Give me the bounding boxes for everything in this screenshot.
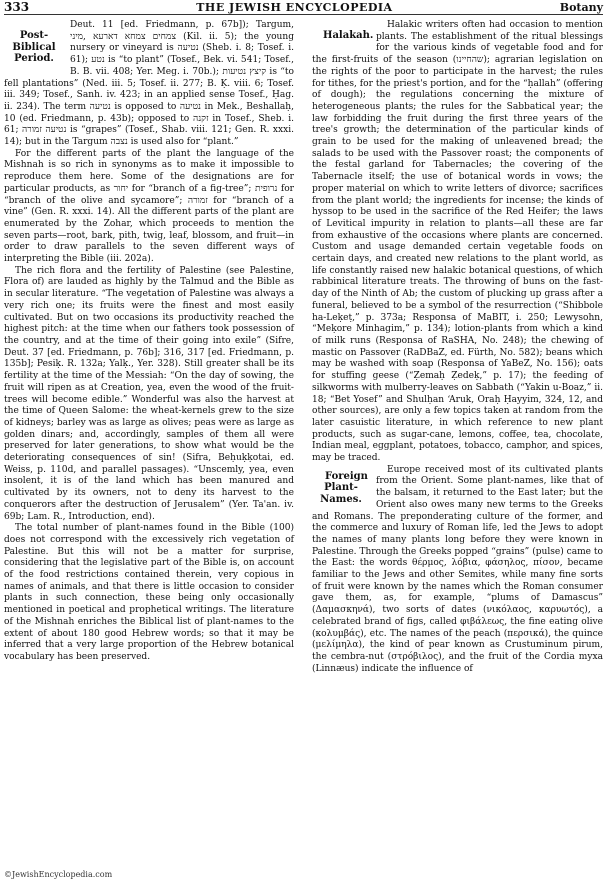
running-title: THE JEWISH ENCYCLOPEDIA bbox=[196, 0, 393, 14]
paragraph: The total number of plant-names found in the Bible (100) does not correspond with the excessively rich vegetation of Palestine. But this will not be a matter for surprise, considering that the legislative part of the Bible is, on account of the food restrictions contained therein, very copious in names of animals, and that there is little occasion to consider plants in such connection, these being only occasionally mentioned in poetical and prophetical writings. The literature of the Mishnah enriches the Biblical list of plant-names to the extent of about 180 good Hebrew words; so that it may be inferred that a very large proportion of the Hebrew botanical vocabulary has been preserved. bbox=[4, 523, 294, 662]
paragraph bbox=[312, 20, 603, 465]
paragraph-text: Deut. 11 [ed. Friedmann, p. 67b]); Targum, צמחים צמחא דארעא ,מיני (Kil. ii. 5); the young nursery or vineyard is נטיעה (Sheb. i. 8; Tosef. i. 61); נטע is “to plant” (Tosef., Bek. vi. 541; Tosef., B. B. vii. 408; Yer. Meg. i. 70b.); קיצץ נטיעות is “to fell plantations” (Ned. iii. 5; Tosef. ii. 277; B. Ḳ. viii. 6; Tosef. iii. 349; Tosef., Sanh. iv. 423; in an applied sense Tosef., Ḥag. ii. 234). The term נטיעה is opposed to נטיעה in Mek., Beshallaḥ, 10 (ed. Friedmann, p. 43b); opposed to זקנה in Tosef., Sheb. i. 61; נטיעה זמורה is “grapes” (Tosef., Shab. viii. 121; Gen. R. xxxi. 14); but in the Targum נצבה is used also for “plant.” bbox=[4, 20, 295, 148]
paragraph bbox=[4, 20, 294, 149]
paragraph: For the different parts of the plant the language of the Mishnah is so rich in synonyms as to make it impossible to reproduce them here. Some of the designations are for particular products, as יחור for “branch of a fig-tree”; נרופית for “branch of the olive and sycamore”; זמורה for “branch of a vine” (Gen. R. xxxi. 14). All the different parts of the plant are enumerated by the Zohar, which proceeds to mention the seven parts—root, bark, pith, twig, leaf, blossom, and fruit—in order to draw parallels to the seven different ways of interpreting the Bible (iii. 202a). bbox=[4, 148, 294, 265]
right-column bbox=[312, 20, 603, 675]
page-number: 333 bbox=[4, 0, 30, 14]
page-header bbox=[4, 0, 603, 15]
paragraph-text: Halakic writers often had occasion to mention plants. The establishment of the ritual blessings for the various kinds of vegetable food and for the first-fruits of the season (שהחיינו); agrarian legislation on the rights of the poor to participate in the harvest; the rules for tithes, for the priest's portion, and for the “ḥallah” (offering of dough); the regulations concerning the mixture of heterogeneous plants; the rules for the Sabbatical year; the law forbidding the fruit during the first three years of the tree's growth; the determination of the particular kinds of grain to be used for the making of unleavened bread; the salads to be used with the Passover roast; the components of the festal garland for Tabernacles; the covering of the Tabernacle itself; the use of botanical words in vows; the proper material on which to write letters of divorce; sacrifices from the plant world; the ingredients for incense; the kinds of hyssop to be used in the sacrifice of the Red Heifer; the laws of Levitical impurity in relation to plants—all these are far from exhaustive of the occasions where plants are concerned. Custom and usage demanded certain vegetable foods on certain days, and created new relations to the plant world, as life constantly raised new halakic botanical questions, of which rabbinical literature treats. The throwing of buns on the fast-day of the Ninth of Ab; the custom of plucking up grass after a funeral, believed to be a symbol of the resurrection (“Shibbole ha-Leḳeṭ,” p. 373a; Responsa of MaBIT, i. 250; Lewysohn, “Meḳore Minhagim,” p. 134); lotion-plants from which a kind of milk runs (Responsa of RaSHA, No. 248); the chewing of mastic on Passover (RaDBaZ, ed. Fürth, No. 582); beans which may be washed with soap (Responsa of YaBeZ, No. 156); oats for stuffing geese (“Ẓemaḥ Ẓedeḳ,” p. 17); the feeding of silkworms with mulberry-leaves on Sabbath (“Yakin u-Boaz,” ii. 18; “Bet Yosef” and Shulḥan ‘Aruk, Oraḥ Ḥayyim, 324, 12, and other sources), are only a few topics taken at random from the later casuistic literature, in which reference to new plant products, such as sugar-cane, lemons, coffee, tea, chocolate, Indian meal, eggplant, potatoes, tobacco, camphor, and spices, may be traced. bbox=[312, 20, 603, 464]
sidenote-post-biblical: Post-Biblical Period. bbox=[12, 30, 56, 64]
paragraph-text: Europe received most of its cultivated plants from the Orient. Some plant-names, like that of the balsam, it returned to the East later; but the Orient also owes many new terms to the Greeks and Romans. The preponderating culture of the former, and the commerce and luxury of Roman life, led the Jews to adopt the names of many plants long before they were known in Palestine. Through the Greeks popped “grains” (pulse) came to the East: the words θέρμος, λόβια, φάσηλος, πίσον, became familiar to the Jews and other Semites, while many fine sorts of fruit were known by the names which the Roman consumer gave them, as, for example, “plums of Damascus” (Δαμασκηνά), two sorts of dates (νικόλαος, καρυωτός), a celebrated brand of figs, called φιβάλεως, the fine eating olive (κολυμβάς), etc. The names of the peach (περσικά), the quince (μελίμηλα), the kind of pear known as Crustuminum pirum, the cembra-nut (στρόβιλος), and the fruit of the Cordia myxa (Linnæus) indicate the influence of bbox=[312, 464, 603, 674]
sidenote-halakah: Halakah. bbox=[323, 30, 374, 41]
left-column bbox=[4, 20, 294, 664]
sidenote-foreign-plant-names: Foreign Plant-Names. bbox=[320, 470, 368, 505]
footer-credit: ©JewishEncyclopedia.com bbox=[4, 870, 113, 879]
section-title: Botany bbox=[559, 0, 603, 14]
paragraph bbox=[312, 465, 603, 676]
paragraph: The rich flora and the fertility of Palestine (see Palestine, Flora of) are lauded as highly by the Talmud and the Bible as in secular literature. “The vegetation of Palestine was always a very rich one; its fruits were the finest and most easily cultivated. But on two occasions its productivity reached the highest pitch: at the time when our fathers took possession of the country, and at the time of their going into exile” (Sifre, Deut. 37 [ed. Friedmann, p. 76b]; 316, 317 [ed. Friedmann, p. 135b]; Pesiḳ. R. 132a; Yalḳ., Yer. 328). Still greater shall be its fertility at the time of the Messiah: “On the day of sowing, the fruit will ripen as at Creation, yea, even the wood of the fruit-trees will become edible.” Wonderful was also the harvest at the time of Queen Salome: the wheat-kernels grew to the size of kidneys; barley was as large as olives; peas were as large as golden dinars; and, accordingly, samples of them all were preserved for later generations, to show what would be the deteriorating consequences of sin! (Sifra, Beḥuḳḳotai, ed. Weiss, p. 110d, and parallel passages). “Unscemly, yea, even insolent, it is of the land which has been manured and cultivated by its owners, not to deny its harvest to the conquerors after the destruction of Jerusalem” (Yer. Ta'an. iv. 69b; Lam. R., Introduction, end). bbox=[4, 265, 294, 522]
